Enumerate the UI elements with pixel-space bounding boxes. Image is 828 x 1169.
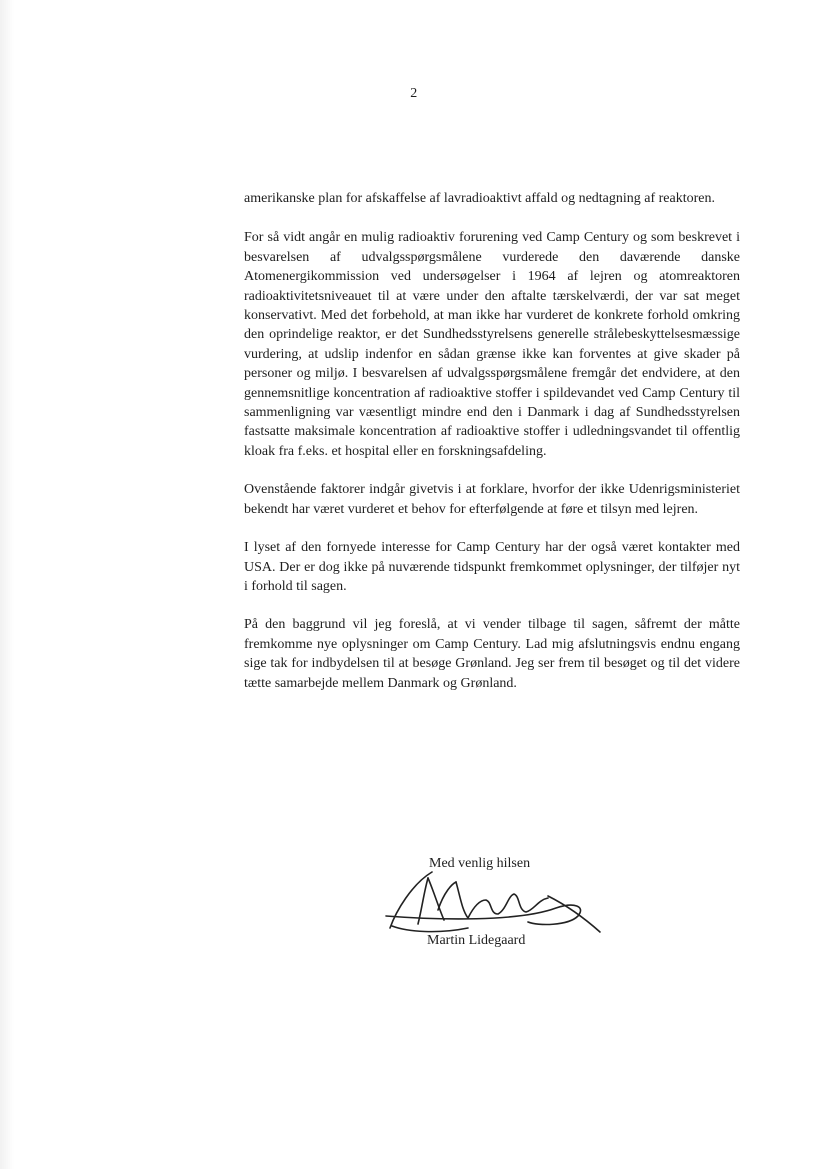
paragraph-factors: Ovenstående faktorer indgår givetvis i at forklare, hvorfor der ikke Udenrigsministeriet bekendt har været vurderet et behov for efterfølgende at føre et tilsyn med lejren. xyxy=(244,482,740,517)
paragraph-contamination: For så vidt angår en mulig radioaktiv forurening ved Camp Century og som beskrevet i besvarelsen af udvalgsspørgsmålene vurderede den daværende danske Atomenergikommission ved undersøgelser i 1964 af lejren og atomreaktoren radioaktivitetsniveauet til at være under den aftalte tærskelværdi, der var sat meget konservativt. Med det forbehold, at man ikke har vurderet de konkrete forhold omkring den oprindelige reaktor, er det Sundhedsstyrelsens generelle strålebeskyttelsesmæssige vurdering, at udslip indenfor en sådan grænse ikke kan forventes at give skader på personer og miljø. I besvarelsen af udvalgsspørgsmålene fremgår det endvidere, at den gennemsnitlige koncentration af radioaktive stoffer i spildevandet ved Camp Century til sammenligning var væsentligt mindre end den i Danmark i dag af Sundhedsstyrelsen fastsatte maksimale koncentration af radioaktive stoffer i udledningsvandet til offentlig kloak fra f.eks. et hospital eller en forskningsafdeling. xyxy=(244,230,740,459)
closing-salutation: Med venlig hilsen xyxy=(429,856,531,871)
paragraph-continuation: amerikanske plan for afskaffelse af lavradioaktivt affald og nedtagning af reaktoren. xyxy=(244,191,716,206)
paragraph-usa-contacts: I lyset af den fornyede interesse for Camp Century har der også været kontakter med USA. Der er dog ikke på nuværende tidspunkt fremkommet oplysninger, der tilføjer nyt i forhold til sagen. xyxy=(244,540,740,594)
handwritten-signature xyxy=(378,866,608,936)
letter-body xyxy=(244,189,740,712)
scan-edge-shadow xyxy=(0,0,14,1169)
page-number: 2 xyxy=(410,86,418,101)
signer-name: Martin Lidegaard xyxy=(427,933,526,948)
paragraph-conclusion: På den baggrund vil jeg foreslå, at vi vender tilbage til sagen, såfremt der måtte fremkomme nye oplysninger om Camp Century. Lad mig afslutningsvis endnu engang sige tak for indbydelsen til at besøge Grønland. Jeg ser frem til besøget og til det videre tætte samarbejde mellem Danmark og Grønland. xyxy=(244,617,740,691)
